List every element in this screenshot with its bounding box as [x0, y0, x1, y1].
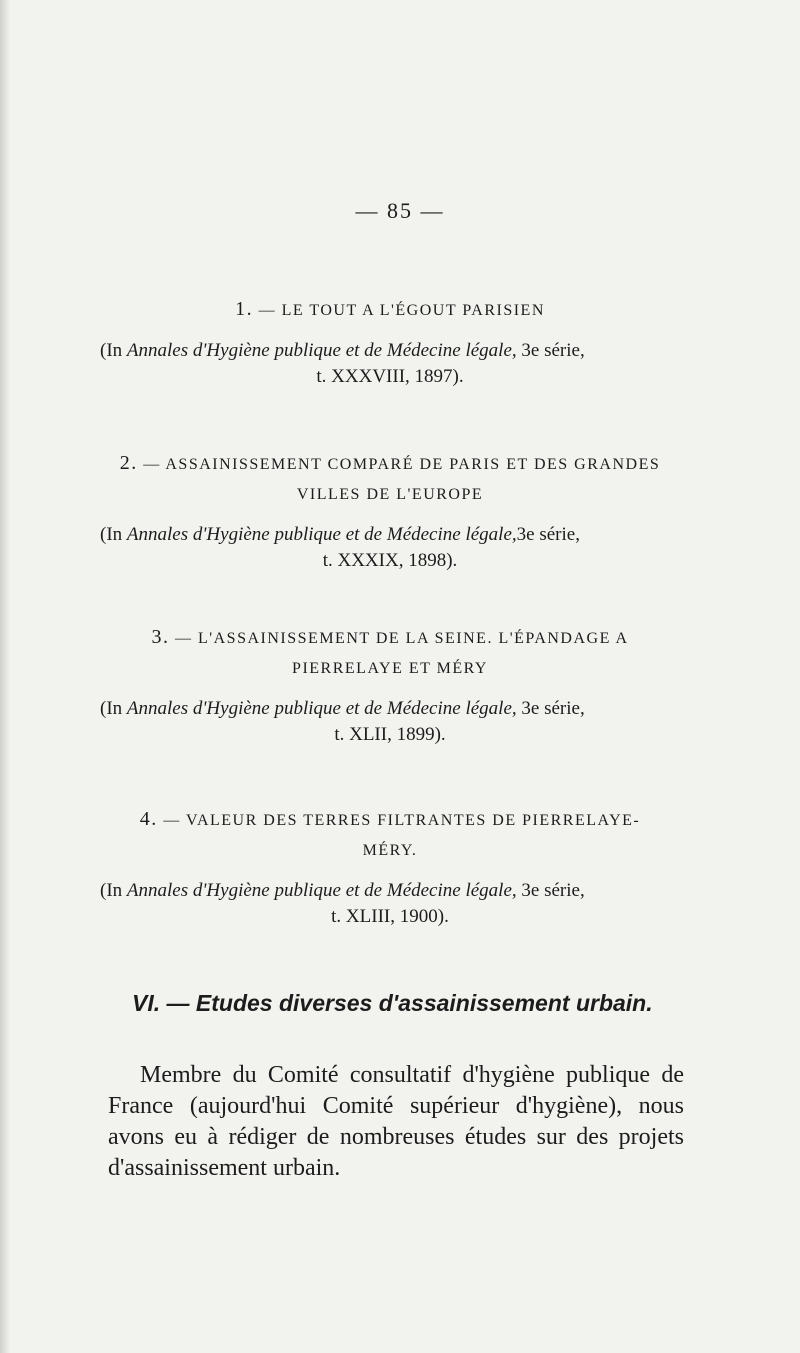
entry-heading-line2: VILLES DE L'EUROPE [296, 486, 484, 503]
entry-reference [100, 338, 680, 390]
entry-number: 1. [235, 298, 254, 320]
body-paragraph: Membre du Comité consultatif d'hygiène publique de France (aujourd'hui Comité supérieur d'hygiène), nous avons eu à rédiger de nombreuses études sur des projets d'assainissement urbain. [108, 1062, 684, 1181]
page-number: — 85 — [355, 198, 445, 223]
entry-title: — L'ASSAINISSEMENT DE LA SEINE. L'ÉPANDAGE A [174, 630, 629, 647]
ref-series: 3e série, [516, 880, 585, 901]
ref-series: 3e série, [516, 340, 585, 361]
bibliography-entry-1 [100, 296, 680, 390]
ref-series: 3e série, [516, 698, 585, 719]
bibliography-entry-2 [100, 450, 680, 574]
entry-title: — ASSAINISSEMENT COMPARÉ DE PARIS ET DES GRANDES [143, 456, 661, 473]
entry-title: — VALEUR DES TERRES FILTRANTES DE PIERRELAYE- [163, 812, 641, 829]
entry-heading [100, 806, 680, 834]
ref-volume: t. XXXVIII, 1897). [316, 366, 464, 387]
ref-series: 3e série, [516, 524, 580, 545]
entry-heading [100, 624, 680, 652]
ref-prefix: (In [100, 524, 127, 545]
entry-title: — LE TOUT A L'ÉGOUT PARISIEN [258, 302, 545, 319]
journal-title: Annales d'Hygiène publique et de Médecine légale, [126, 880, 517, 901]
journal-title: Annales d'Hygiène publique et de Médecine légale, [126, 698, 517, 719]
entry-heading-line2: MÉRY. [362, 842, 418, 859]
entry-reference [100, 696, 680, 748]
ref-prefix: (In [100, 880, 127, 901]
section-title: VI. — Etudes diverses d'assainissement urbain. [132, 990, 653, 1016]
entry-heading-line2: PIERRELAYE ET MÉRY [292, 660, 488, 677]
ref-prefix: (In [100, 698, 127, 719]
bibliography-entry-3 [100, 624, 680, 748]
entry-number: 4. [139, 808, 158, 830]
ref-volume: t. XXXIX, 1898). [322, 550, 458, 571]
entry-heading [100, 450, 680, 478]
entry-heading [100, 296, 680, 324]
journal-title: Annales d'Hygiène publique et de Médecine légale, [126, 340, 517, 361]
entry-number: 2. [119, 452, 138, 474]
journal-title: Annales d'Hygiène publique et de Médecine légale, [126, 524, 517, 545]
entry-reference [100, 878, 680, 930]
entry-number: 3. [151, 626, 170, 648]
ref-prefix: (In [100, 340, 127, 361]
entry-reference [100, 522, 680, 574]
ref-volume: t. XLIII, 1900). [331, 906, 449, 927]
ref-volume: t. XLII, 1899). [334, 724, 446, 745]
bibliography-entry-4 [100, 806, 680, 930]
